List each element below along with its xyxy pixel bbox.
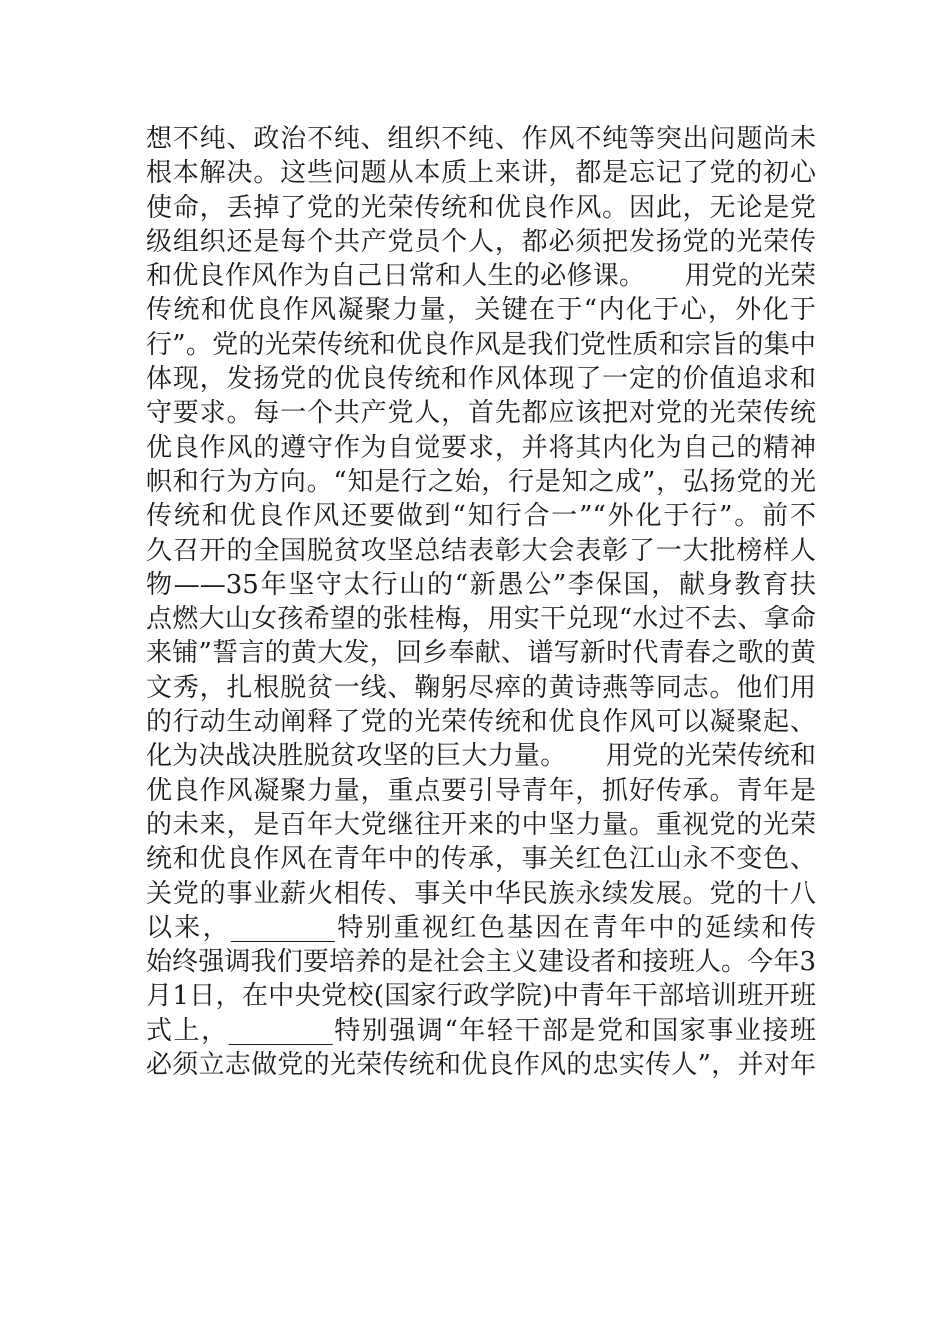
text-line: 的未来，是百年大党继往开来的中坚力量。重视党的光荣 (146, 809, 816, 840)
text-line: 和优良作风作为自己日常和人生的必修课。 用党的光荣 (146, 261, 816, 292)
text-line: 行”。党的光荣传统和优良作风是我们党性质和宗旨的集中 (146, 329, 816, 360)
text-line: 以来，________特别重视红色基因在青年中的延续和传 (146, 912, 816, 943)
text-line: 帜和行为方向。“知是行之始，行是知之成”，弘扬党的光 (146, 466, 816, 497)
text-line: 优良作风的遵守作为自觉要求，并将其内化为自己的精神 (146, 432, 816, 463)
text-line: 的行动生动阐释了党的光荣传统和优良作风可以凝聚起、 (146, 707, 816, 738)
text-line: 统和优良作风在青年中的传承，事关红色江山永不变色、 (146, 844, 816, 875)
text-line: 式上，________特别强调“年轻干部是党和国家事业接班 (146, 1015, 816, 1046)
text-line: 点燃大山女孩希望的张桂梅，用实干兑现“水过不去、拿命 (146, 604, 816, 635)
text-line: 根本解决。这些问题从本质上来讲，都是忘记了党的初心 (146, 158, 816, 189)
text-line: 化为决战决胜脱贫攻坚的巨大力量。 用党的光荣传统和 (146, 741, 816, 772)
text-line: 体现，发扬党的优良传统和作风体现了一定的价值追求和 (146, 364, 816, 395)
text-line: 始终强调我们要培养的是社会主义建设者和接班人。今年3 (146, 947, 816, 978)
text-line: 想不纯、政治不纯、组织不纯、作风不纯等突出问题尚未 (146, 124, 816, 154)
text-line: 文秀，扎根脱贫一线、鞠躬尽瘁的黄诗燕等同志。他们用 (146, 672, 816, 703)
text-line: 传统和优良作风还要做到“知行合一”“外化于行”。前不 (146, 501, 816, 532)
text-line: 守要求。每一个共产党人，首先都应该把对党的光荣传统 (146, 398, 816, 429)
text-line: 传统和优良作风凝聚力量，关键在于“内化于心，外化于 (146, 295, 816, 326)
text-line: 关党的事业薪火相传、事关中华民族永续发展。党的十八 (146, 878, 816, 909)
text-line: 物——35年坚守太行山的“新愚公”李保国，献身教育扶 (146, 569, 816, 600)
text-line: 来铺”誓言的黄大发，回乡奉献、谱写新时代青春之歌的黄 (146, 638, 816, 669)
body-text (146, 122, 816, 1082)
text-line: 级组织还是每个共产党员个人，都必须把发扬党的光荣传 (146, 226, 816, 257)
text-line: 久召开的全国脱贫攻坚总结表彰大会表彰了一大批榜样人 (146, 535, 816, 566)
text-line: 优良作风凝聚力量，重点要引导青年，抓好传承。青年是 (146, 775, 816, 806)
text-line: 使命，丢掉了党的光荣传统和优良作风。因此，无论是党 (146, 192, 816, 223)
text-line: 月1日，在中央党校(国家行政学院)中青年干部培训班开班 (146, 981, 816, 1012)
text-line: 必须立志做党的光荣传统和优良作风的忠实传人”，并对年 (146, 1050, 816, 1081)
